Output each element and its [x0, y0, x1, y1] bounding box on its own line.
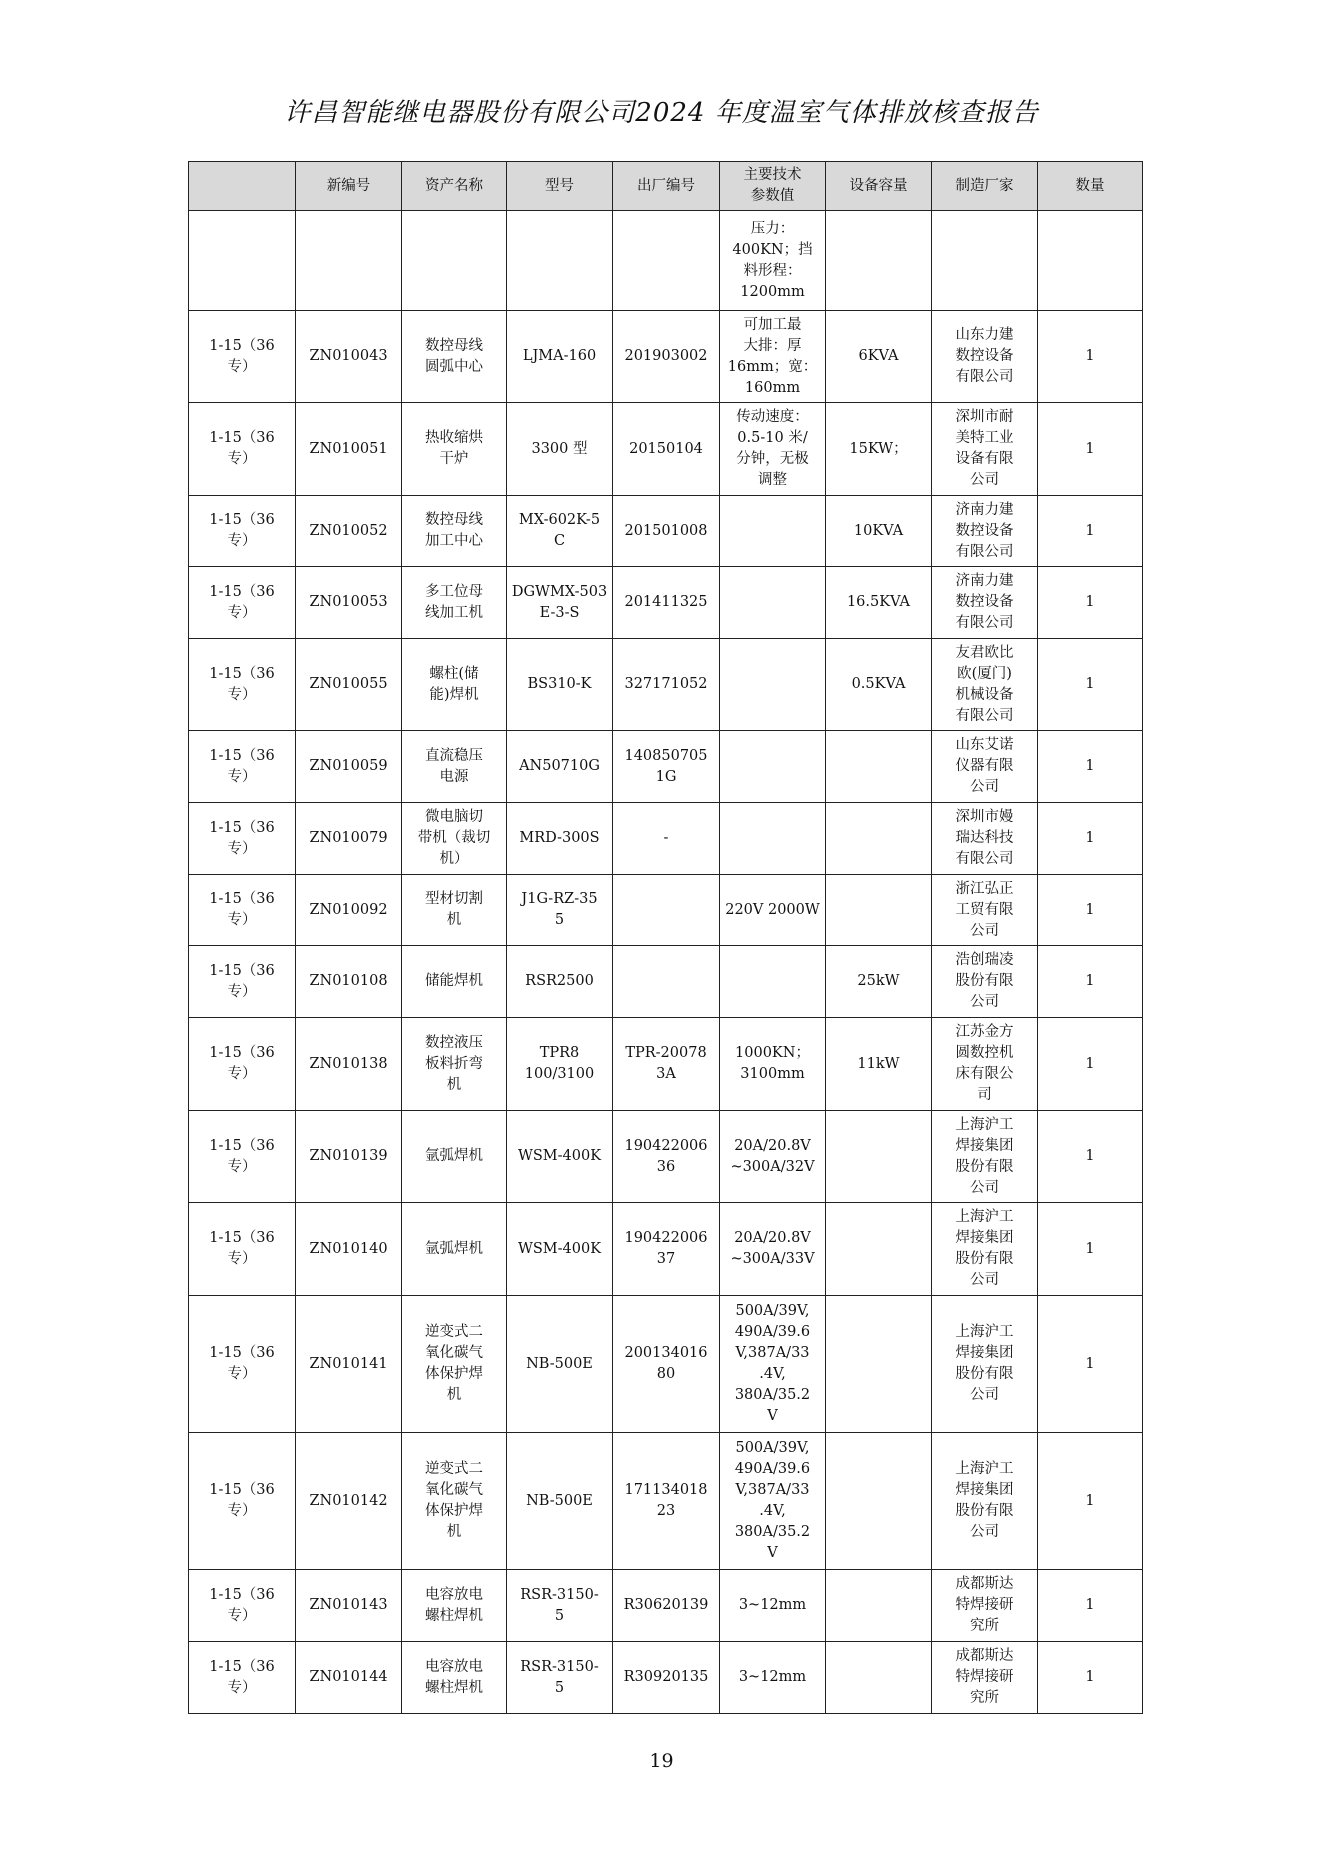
cell-new-id: ZN010139	[296, 1111, 402, 1203]
cell-serial-number: 201411325	[613, 567, 720, 639]
cell-manufacturer: 江苏金方 圆数控机 床有限公 司	[932, 1018, 1038, 1111]
cell-quantity: 1	[1038, 1018, 1143, 1111]
cell-category: 1-15（36 专）	[189, 1203, 296, 1296]
cell-tech-params	[720, 946, 826, 1018]
cell-quantity: 1	[1038, 1296, 1143, 1433]
cell-new-id: ZN010141	[296, 1296, 402, 1433]
cell-quantity: 1	[1038, 1642, 1143, 1714]
cell-asset-name: 螺柱(储 能)焊机	[402, 639, 507, 731]
cell-quantity: 1	[1038, 403, 1143, 496]
cell-model: J1G-RZ-35 5	[507, 875, 613, 946]
cell-manufacturer	[932, 211, 1038, 311]
cell-category	[189, 211, 296, 311]
cell-asset-name: 热收缩烘 干炉	[402, 403, 507, 496]
cell-quantity: 1	[1038, 639, 1143, 731]
cell-serial-number: 140850705 1G	[613, 731, 720, 803]
cell-asset-name: 逆变式二 氧化碳气 体保护焊 机	[402, 1296, 507, 1433]
cell-category: 1-15（36 专）	[189, 1433, 296, 1570]
cell-serial-number	[613, 211, 720, 311]
cell-serial-number: -	[613, 803, 720, 875]
cell-manufacturer: 上海沪工 焊接集团 股份有限 公司	[932, 1296, 1038, 1433]
cell-capacity: 16.5KVA	[826, 567, 932, 639]
cell-model: RSR2500	[507, 946, 613, 1018]
cell-category: 1-15（36 专）	[189, 1111, 296, 1203]
cell-new-id: ZN010055	[296, 639, 402, 731]
column-header-manufacturer: 制造厂家	[932, 162, 1038, 211]
cell-new-id: ZN010092	[296, 875, 402, 946]
cell-capacity	[826, 1296, 932, 1433]
cell-tech-params	[720, 803, 826, 875]
cell-serial-number: 327171052	[613, 639, 720, 731]
table-row	[189, 1570, 1143, 1642]
cell-tech-params: 可加工最 大排：厚 16mm；宽： 160mm	[720, 311, 826, 403]
table-row	[189, 1018, 1143, 1111]
table-row	[189, 639, 1143, 731]
cell-new-id: ZN010043	[296, 311, 402, 403]
cell-serial-number: 190422006 37	[613, 1203, 720, 1296]
cell-new-id: ZN010053	[296, 567, 402, 639]
cell-quantity: 1	[1038, 311, 1143, 403]
column-header-capacity: 设备容量	[826, 162, 932, 211]
cell-model: NB-500E	[507, 1296, 613, 1433]
cell-asset-name: 直流稳压 电源	[402, 731, 507, 803]
cell-manufacturer: 浩创瑞凌 股份有限 公司	[932, 946, 1038, 1018]
cell-new-id: ZN010143	[296, 1570, 402, 1642]
cell-capacity: 6KVA	[826, 311, 932, 403]
cell-manufacturer: 浙江弘正 工贸有限 公司	[932, 875, 1038, 946]
cell-model: MX-602K-5 C	[507, 496, 613, 567]
table-row	[189, 1642, 1143, 1714]
cell-tech-params: 500A/39V, 490A/39.6 V,387A/33 .4V, 380A/35.2 V	[720, 1433, 826, 1570]
column-header-model: 型号	[507, 162, 613, 211]
cell-manufacturer: 上海沪工 焊接集团 股份有限 公司	[932, 1433, 1038, 1570]
cell-manufacturer: 上海沪工 焊接集团 股份有限 公司	[932, 1203, 1038, 1296]
page-number: 19	[649, 1750, 674, 1772]
cell-tech-params: 1000KN； 3100mm	[720, 1018, 826, 1111]
cell-asset-name: 氩弧焊机	[402, 1111, 507, 1203]
cell-tech-params: 500A/39V, 490A/39.6 V,387A/33 .4V, 380A/35.2 V	[720, 1296, 826, 1433]
table-row	[189, 946, 1143, 1018]
cell-new-id: ZN010140	[296, 1203, 402, 1296]
cell-model: BS310-K	[507, 639, 613, 731]
cell-category: 1-15（36 专）	[189, 639, 296, 731]
cell-capacity	[826, 1642, 932, 1714]
cell-asset-name: 型材切割 机	[402, 875, 507, 946]
cell-capacity	[826, 1433, 932, 1570]
page-header-title: 许昌智能继电器股份有限公司2024 年度温室气体排放核查报告	[284, 98, 1039, 128]
cell-tech-params	[720, 496, 826, 567]
cell-asset-name: 数控液压 板料折弯 机	[402, 1018, 507, 1111]
cell-model: DGWMX-503 E-3-S	[507, 567, 613, 639]
cell-manufacturer: 友君欧比 欧(厦门) 机械设备 有限公司	[932, 639, 1038, 731]
cell-manufacturer: 成都斯达 特焊接研 究所	[932, 1642, 1038, 1714]
column-header-category	[189, 162, 296, 211]
table-row	[189, 803, 1143, 875]
cell-model: 3300 型	[507, 403, 613, 496]
cell-category: 1-15（36 专）	[189, 567, 296, 639]
table-row	[189, 1296, 1143, 1433]
cell-asset-name: 数控母线 圆弧中心	[402, 311, 507, 403]
cell-tech-params: 3~12mm	[720, 1642, 826, 1714]
equipment-table	[188, 161, 1143, 1714]
cell-serial-number: 201903002	[613, 311, 720, 403]
cell-quantity: 1	[1038, 496, 1143, 567]
cell-tech-params	[720, 639, 826, 731]
cell-model: NB-500E	[507, 1433, 613, 1570]
table-row	[189, 731, 1143, 803]
cell-manufacturer: 深圳市耐 美特工业 设备有限 公司	[932, 403, 1038, 496]
cell-tech-params: 传动速度： 0.5-10 米/ 分钟，无极 调整	[720, 403, 826, 496]
cell-new-id: ZN010059	[296, 731, 402, 803]
cell-quantity: 1	[1038, 731, 1143, 803]
cell-model: WSM-400K	[507, 1111, 613, 1203]
cell-new-id: ZN010079	[296, 803, 402, 875]
cell-category: 1-15（36 专）	[189, 496, 296, 567]
table-body	[189, 211, 1143, 1714]
table-row	[189, 1111, 1143, 1203]
table-row	[189, 496, 1143, 567]
cell-quantity: 1	[1038, 1433, 1143, 1570]
table-row	[189, 1203, 1143, 1296]
cell-new-id: ZN010052	[296, 496, 402, 567]
cell-new-id: ZN010144	[296, 1642, 402, 1714]
cell-serial-number: 190422006 36	[613, 1111, 720, 1203]
cell-asset-name: 微电脑切 带机（裁切 机）	[402, 803, 507, 875]
cell-quantity	[1038, 211, 1143, 311]
cell-category: 1-15（36 专）	[189, 803, 296, 875]
cell-model: AN50710G	[507, 731, 613, 803]
cell-capacity	[826, 211, 932, 311]
cell-tech-params: 压力： 400KN；挡 料形程： 1200mm	[720, 211, 826, 311]
cell-capacity: 11kW	[826, 1018, 932, 1111]
cell-capacity	[826, 1111, 932, 1203]
cell-quantity: 1	[1038, 1111, 1143, 1203]
cell-tech-params: 20A/20.8V ~300A/33V	[720, 1203, 826, 1296]
cell-category: 1-15（36 专）	[189, 1570, 296, 1642]
cell-category: 1-15（36 专）	[189, 1018, 296, 1111]
table-row	[189, 567, 1143, 639]
cell-quantity: 1	[1038, 1570, 1143, 1642]
cell-capacity	[826, 731, 932, 803]
table-header-row	[189, 162, 1143, 211]
cell-category: 1-15（36 专）	[189, 731, 296, 803]
cell-capacity: 15KW；	[826, 403, 932, 496]
equipment-table-container	[188, 161, 1142, 1714]
cell-category: 1-15（36 专）	[189, 875, 296, 946]
table-row	[189, 311, 1143, 403]
table-row	[189, 875, 1143, 946]
cell-manufacturer: 山东艾诺 仪器有限 公司	[932, 731, 1038, 803]
cell-capacity	[826, 1203, 932, 1296]
cell-model: TPR8 100/3100	[507, 1018, 613, 1111]
cell-serial-number: R30620139	[613, 1570, 720, 1642]
column-header-tech-params: 主要技术 参数值	[720, 162, 826, 211]
table-row	[189, 403, 1143, 496]
cell-quantity: 1	[1038, 803, 1143, 875]
cell-new-id: ZN010108	[296, 946, 402, 1018]
table-header	[189, 162, 1143, 211]
cell-category: 1-15（36 专）	[189, 946, 296, 1018]
cell-quantity: 1	[1038, 875, 1143, 946]
cell-capacity: 10KVA	[826, 496, 932, 567]
cell-capacity: 0.5KVA	[826, 639, 932, 731]
cell-tech-params: 3~12mm	[720, 1570, 826, 1642]
cell-category: 1-15（36 专）	[189, 1296, 296, 1433]
cell-quantity: 1	[1038, 946, 1143, 1018]
cell-manufacturer: 济南力建 数控设备 有限公司	[932, 496, 1038, 567]
cell-capacity	[826, 803, 932, 875]
cell-manufacturer: 山东力建 数控设备 有限公司	[932, 311, 1038, 403]
cell-tech-params: 220V 2000W	[720, 875, 826, 946]
table-row	[189, 211, 1143, 311]
cell-serial-number: 20150104	[613, 403, 720, 496]
column-header-quantity: 数量	[1038, 162, 1143, 211]
cell-serial-number: 171134018 23	[613, 1433, 720, 1570]
cell-capacity	[826, 1570, 932, 1642]
cell-model	[507, 211, 613, 311]
cell-serial-number: 201501008	[613, 496, 720, 567]
cell-serial-number: 200134016 80	[613, 1296, 720, 1433]
cell-serial-number	[613, 946, 720, 1018]
cell-category: 1-15（36 专）	[189, 311, 296, 403]
cell-model: WSM-400K	[507, 1203, 613, 1296]
cell-asset-name: 电容放电 螺柱焊机	[402, 1570, 507, 1642]
cell-model: RSR-3150- 5	[507, 1642, 613, 1714]
cell-new-id: ZN010138	[296, 1018, 402, 1111]
column-header-new-id: 新编号	[296, 162, 402, 211]
cell-capacity: 25kW	[826, 946, 932, 1018]
cell-tech-params	[720, 567, 826, 639]
cell-serial-number	[613, 875, 720, 946]
table-row	[189, 1433, 1143, 1570]
cell-model: LJMA-160	[507, 311, 613, 403]
column-header-serial-number: 出厂编号	[613, 162, 720, 211]
cell-manufacturer: 上海沪工 焊接集团 股份有限 公司	[932, 1111, 1038, 1203]
cell-new-id	[296, 211, 402, 311]
cell-quantity: 1	[1038, 567, 1143, 639]
cell-manufacturer: 济南力建 数控设备 有限公司	[932, 567, 1038, 639]
cell-quantity: 1	[1038, 1203, 1143, 1296]
cell-asset-name: 氩弧焊机	[402, 1203, 507, 1296]
cell-asset-name: 数控母线 加工中心	[402, 496, 507, 567]
cell-asset-name	[402, 211, 507, 311]
cell-asset-name: 储能焊机	[402, 946, 507, 1018]
cell-manufacturer: 成都斯达 特焊接研 究所	[932, 1570, 1038, 1642]
cell-asset-name: 逆变式二 氧化碳气 体保护焊 机	[402, 1433, 507, 1570]
cell-tech-params	[720, 731, 826, 803]
cell-manufacturer: 深圳市嫚 瑞达科技 有限公司	[932, 803, 1038, 875]
cell-new-id: ZN010051	[296, 403, 402, 496]
cell-asset-name: 多工位母 线加工机	[402, 567, 507, 639]
cell-capacity	[826, 875, 932, 946]
cell-new-id: ZN010142	[296, 1433, 402, 1570]
cell-tech-params: 20A/20.8V ~300A/32V	[720, 1111, 826, 1203]
cell-serial-number: TPR-20078 3A	[613, 1018, 720, 1111]
cell-asset-name: 电容放电 螺柱焊机	[402, 1642, 507, 1714]
cell-model: MRD-300S	[507, 803, 613, 875]
cell-category: 1-15（36 专）	[189, 1642, 296, 1714]
column-header-asset-name: 资产名称	[402, 162, 507, 211]
cell-serial-number: R30920135	[613, 1642, 720, 1714]
cell-category: 1-15（36 专）	[189, 403, 296, 496]
cell-model: RSR-3150- 5	[507, 1570, 613, 1642]
